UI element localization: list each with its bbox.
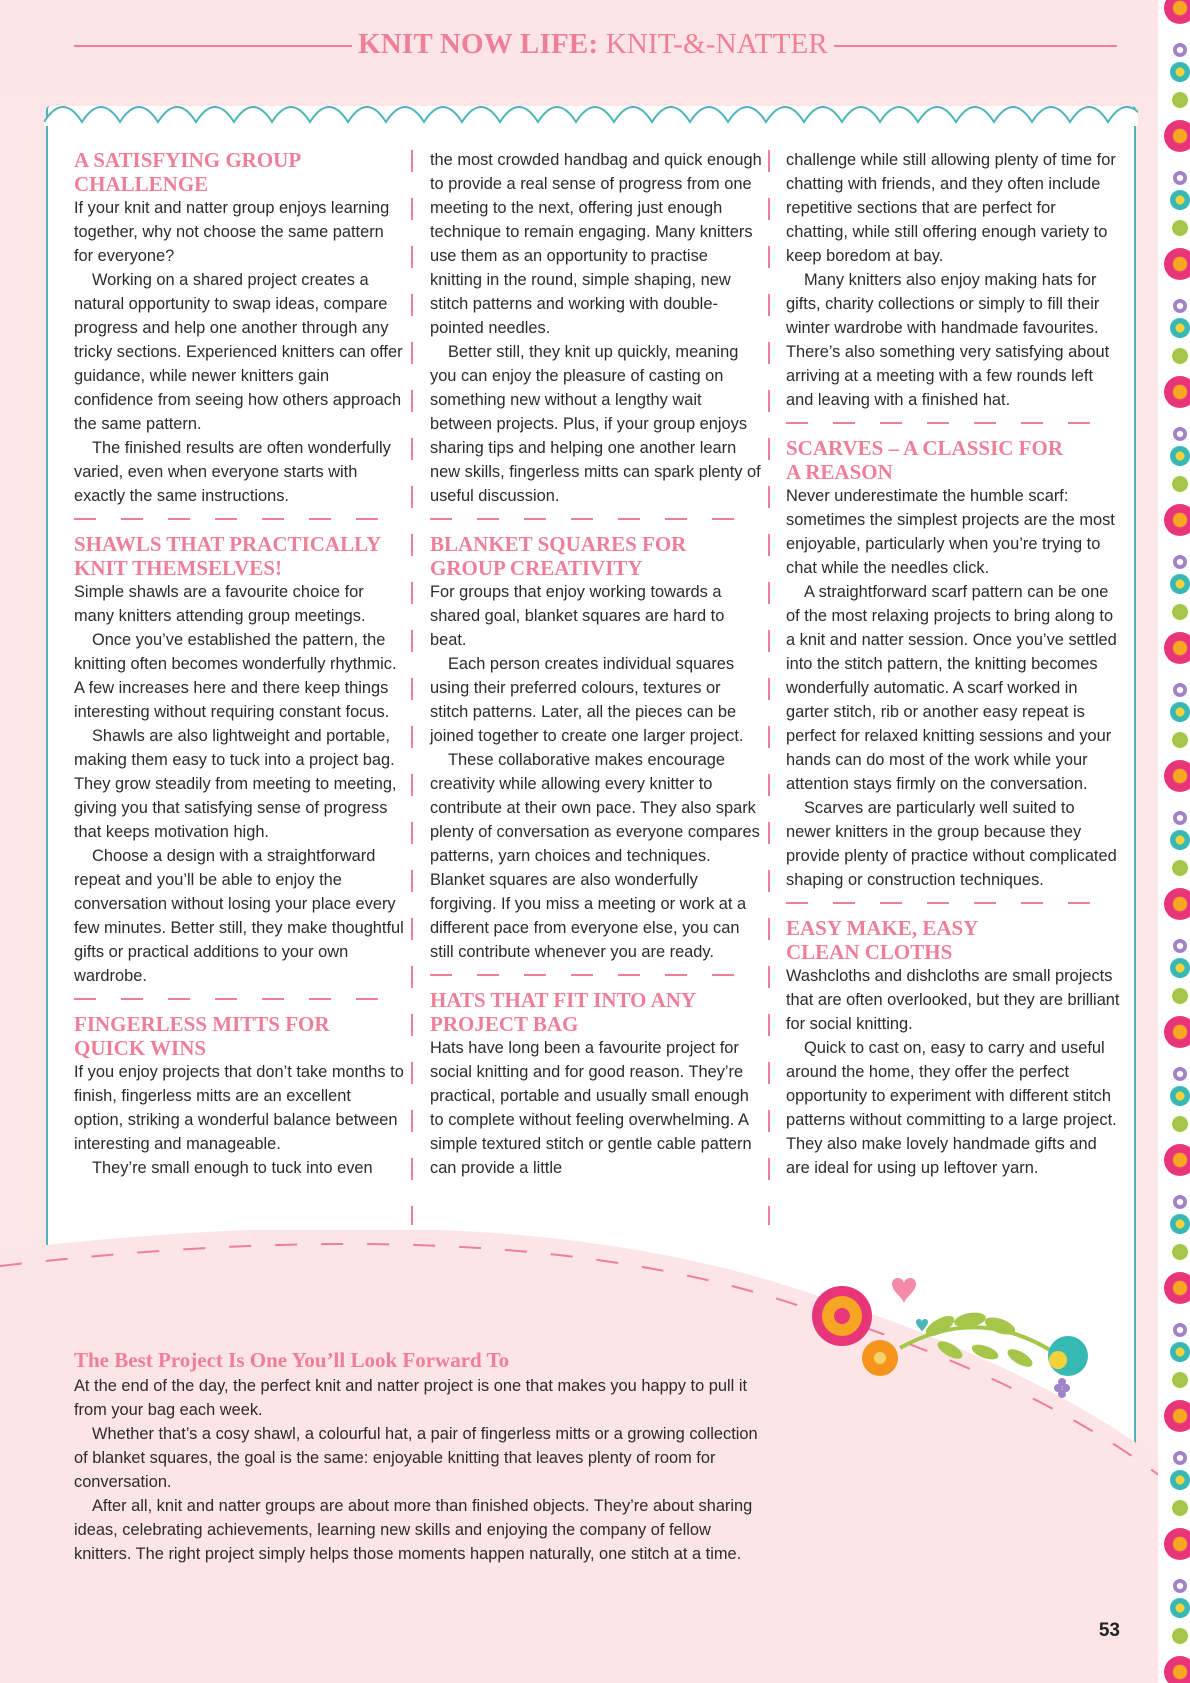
flower-icon (862, 1340, 898, 1376)
border-flower-center-icon (1173, 1, 1187, 15)
border-flower-center-icon (1176, 1220, 1185, 1229)
closing-section (74, 1346, 766, 1566)
paragraph: challenge while still allowing plenty of time for chatting with friends, and they often include repetitive sections that are perfect for chatting, while still offering enough variety to keep boredom at bay. (786, 151, 1116, 265)
paragraph: Working on a shared project creates a natural opportunity to swap ideas, compare progress and help one another through any tricky sections. Experienced knitters can offer guidance, while newer knitters gain confidence from seeing how others approach the same pattern. (74, 271, 403, 433)
paragraph: Washcloths and dishcloths are small projects that are often overlooked, but they are brilliant for social knitting. (786, 967, 1120, 1033)
column-1 (74, 148, 404, 1180)
border-flower-center-icon (1176, 964, 1185, 973)
border-flower-center-icon (1176, 1348, 1185, 1357)
paragraph: A straightforward scarf pattern can be one of the most relaxing projects to bring along to a knit and natter session. Once you’ve settled into the stitch pattern, the knitting becomes wonderfully automatic. A scarf worked in garter stitch, rib or another easy repeat is perfect for relaxed knitting sessions and your hands can do most of the work while your attention stays firmly on the conversation. (786, 583, 1117, 793)
border-flower-center-icon (1176, 1632, 1183, 1639)
paragraph: Never underestimate the humble scarf: sometimes the simplest projects are the most enjoyable, particularly when you’re trying to chat while the needles click. (786, 487, 1115, 577)
paragraph: The finished results are often wonderfully varied, even when everyone starts with exactly the same instructions. (74, 439, 391, 505)
border-flower-center-icon (1176, 196, 1185, 205)
flower-cluster (800, 1270, 1100, 1430)
page-header (0, 0, 1160, 92)
border-flower-center-icon (1176, 1476, 1185, 1485)
border-flower-center-icon (1173, 513, 1187, 527)
border-flower-center-icon (1176, 1504, 1183, 1511)
border-flower-center-icon (1177, 1583, 1183, 1589)
border-flower-center-icon (1177, 943, 1183, 949)
border-flower-center-icon (1177, 1327, 1183, 1333)
paragraph: Hats have long been a favourite project for social knitting and for good reason. They’re practical, portable and usually small enough to complete without feeling overwhelming. A simple textured stitch or gentle cable pattern can provide a little (430, 1039, 752, 1177)
border-flower-center-icon (1173, 385, 1187, 399)
column-divider-2 (768, 150, 770, 1225)
border-flower-center-icon (1173, 897, 1187, 911)
flower-icon (812, 1286, 872, 1346)
border-flower-center-icon (1176, 224, 1183, 231)
border-flower-center-icon (1176, 452, 1185, 461)
border-flower-center-icon (1173, 1025, 1187, 1039)
paragraph: Each person creates individual squares using their preferred colours, textures or stitch patterns. Later, all the pieces can be joined together to create one larger project. (430, 655, 744, 745)
section-title-mitts: FINGERLESS MITTS FOR QUICK WINS (74, 1012, 330, 1060)
section-divider (74, 988, 404, 1012)
border-flower-center-icon (1173, 1153, 1187, 1167)
border-flower-center-icon (1177, 47, 1183, 53)
flower-icon (1054, 1378, 1070, 1398)
border-flower-center-icon (1176, 708, 1185, 717)
paragraph: Choose a design with a straightforward repeat and you’ll be able to enjoy the conversation without losing your place every few minutes. Better still, they make thoughtful gifts or practical additions to your own wardrobe. (74, 847, 404, 985)
section-divider (74, 508, 404, 532)
border-flower-center-icon (1176, 992, 1183, 999)
border-flower-center-icon (1173, 1537, 1187, 1551)
section-title-blanket-squares: BLANKET SQUARES FOR GROUP CREATIVITY (430, 532, 687, 580)
paragraph: These collaborative makes encourage creativity while allowing every knitter to contribute at their own pace. They also spark plenty of conversation as everyone compares patterns, yarn choices and techniques. Blanket squares are also wonderfully forgiving. If you miss a meeting or work at a different pace from everyone else, you can still contribute whenever you are ready. (430, 751, 760, 961)
border-flower-center-icon (1177, 431, 1183, 437)
border-flower-center-icon (1176, 68, 1185, 77)
paragraph: Better still, they knit up quickly, meaning you can enjoy the pleasure of casting on something new without a lengthy wait between projects. Plus, if your group enjoys sharing tips and helping one another learn new skills, fingerless mitts can spark plenty of useful discussion. (430, 343, 761, 505)
paragraph: Whether that’s a cosy shawl, a colourful hat, a pair of fingerless mitts or a growing collection of blanket squares, the goal is the same: enjoyable knitting that leaves plenty of room for conversation. (74, 1425, 758, 1491)
border-flower-center-icon (1176, 736, 1183, 743)
border-flower-center-icon (1176, 1376, 1183, 1383)
border-flower-center-icon (1176, 1092, 1185, 1101)
section-title-scarves: SCARVES – A CLASSIC FOR A REASON (786, 436, 1063, 484)
border-flower-center-icon (1177, 687, 1183, 693)
leaf-sprig-icon (900, 1310, 1050, 1370)
paragraph: If you enjoy projects that don’t take months to finish, fingerless mitts are an excellent option, striking a wonderful balance between interesting and manageable. (74, 1063, 404, 1153)
page-title (352, 28, 834, 61)
border-flower-center-icon (1176, 352, 1183, 359)
border-flower-center-icon (1176, 1120, 1183, 1127)
section-divider (786, 412, 1120, 436)
paragraph: Many knitters also enjoy making hats for gifts, charity collections or simply to fill their winter wardrobe with handmade favourites. There’s also something very satisfying about arriving at a meeting with a few rounds left and leaving with a finished hat. (786, 271, 1110, 409)
paragraph: If your knit and natter group enjoys learning together, why not choose the same pattern for everyone? (74, 199, 390, 265)
border-flower-center-icon (1176, 1604, 1185, 1613)
paragraph: At the end of the day, the perfect knit and natter project is one that makes you happy to pull it from your bag each week. (74, 1377, 748, 1419)
border-flower-center-icon (1177, 559, 1183, 565)
border-flower-center-icon (1176, 1248, 1183, 1255)
section-title-group-challenge: A SATISFYING GROUP CHALLENGE (74, 148, 300, 196)
scalloped-edge (44, 96, 1138, 126)
flower-icon (1048, 1336, 1088, 1376)
title-light: KNIT-&-NATTER (598, 28, 828, 60)
section-title-shawls: SHAWLS THAT PRACTICALLY KNIT THEMSELVES! (74, 532, 381, 580)
border-flower-center-icon (1177, 1071, 1183, 1077)
border-flower-center-icon (1176, 864, 1183, 871)
header-rule-left (74, 45, 352, 47)
heart-icon (892, 1278, 916, 1304)
section-title-cloths: EASY MAKE, EASY CLEAN CLOTHS (786, 916, 978, 964)
title-bold: KNIT NOW LIFE: (358, 28, 599, 60)
border-flower-center-icon (1177, 175, 1183, 181)
column-2 (430, 148, 762, 1180)
border-flower-center-icon (1177, 303, 1183, 309)
floral-border-icon (1158, 0, 1190, 1683)
section-title-hats: HATS THAT FIT INTO ANY PROJECT BAG (430, 988, 696, 1036)
border-flower-center-icon (1176, 96, 1183, 103)
paragraph: They’re small enough to tuck into even (92, 1159, 373, 1177)
border-flower-center-icon (1173, 641, 1187, 655)
page-number: 53 (1098, 1620, 1120, 1641)
section-divider (786, 892, 1120, 916)
column-divider-1 (411, 150, 413, 1225)
section-divider (430, 508, 762, 532)
paragraph: the most crowded handbag and quick enough to provide a real sense of progress from one meeting to the next, offering just enough technique to remain engaging. Many knitters use them as an opportunity to practise knitting in the round, simple shaping, new stitch patterns and working with double-pointed needles. (430, 151, 762, 337)
border-flower-center-icon (1173, 1409, 1187, 1423)
border-flower-center-icon (1176, 580, 1185, 589)
border-flower-center-icon (1173, 769, 1187, 783)
paragraph: For groups that enjoy working towards a shared goal, blanket squares are hard to beat. (430, 583, 725, 649)
border-flower-center-icon (1176, 608, 1183, 615)
paragraph: Simple shawls are a favourite choice for many knitters attending group meetings. (74, 583, 366, 625)
paragraph: Shawls are also lightweight and portable, making them easy to tuck into a project bag. They grow steadily from meeting to meeting, giving you that satisfying sense of progress that keeps motivation high. (74, 727, 397, 841)
section-divider (430, 964, 762, 988)
border-flower-center-icon (1176, 480, 1183, 487)
border-flower-center-icon (1173, 1281, 1187, 1295)
border-flower-center-icon (1177, 815, 1183, 821)
border-flower-center-icon (1176, 836, 1185, 845)
header-rule-right (834, 45, 1117, 47)
floral-border (1158, 0, 1190, 1683)
paragraph: Scarves are particularly well suited to newer knitters in the group because they provide plenty of practice without complicated shaping or construction techniques. (786, 799, 1117, 889)
paragraph: Quick to cast on, easy to carry and useful around the home, they offer the perfect opportunity to experiment with different stitch patterns without committing to a large project. They also make lovely handmade gifts and are ideal for using up leftover yarn. (786, 1039, 1117, 1177)
border-flower-center-icon (1177, 1455, 1183, 1461)
closing-title: The Best Project Is One You’ll Look Forward To (74, 1348, 510, 1372)
border-flower-center-icon (1173, 129, 1187, 143)
border-flower-center-icon (1176, 324, 1185, 333)
column-3 (786, 148, 1120, 1180)
border-flower-center-icon (1173, 1665, 1187, 1679)
paragraph: Once you’ve established the pattern, the knitting often becomes wonderfully rhythmic. A few increases here and there keep things interesting without requiring constant focus. (74, 631, 397, 721)
border-flower-center-icon (1173, 257, 1187, 271)
border-flower-center-icon (1177, 1199, 1183, 1205)
paragraph: After all, knit and natter groups are about more than finished objects. They’re about sharing ideas, celebrating achievements, learning new skills and enjoying the company of fellow knitters. The right project simply helps those moments happen naturally, one stitch at a time. (74, 1497, 753, 1563)
